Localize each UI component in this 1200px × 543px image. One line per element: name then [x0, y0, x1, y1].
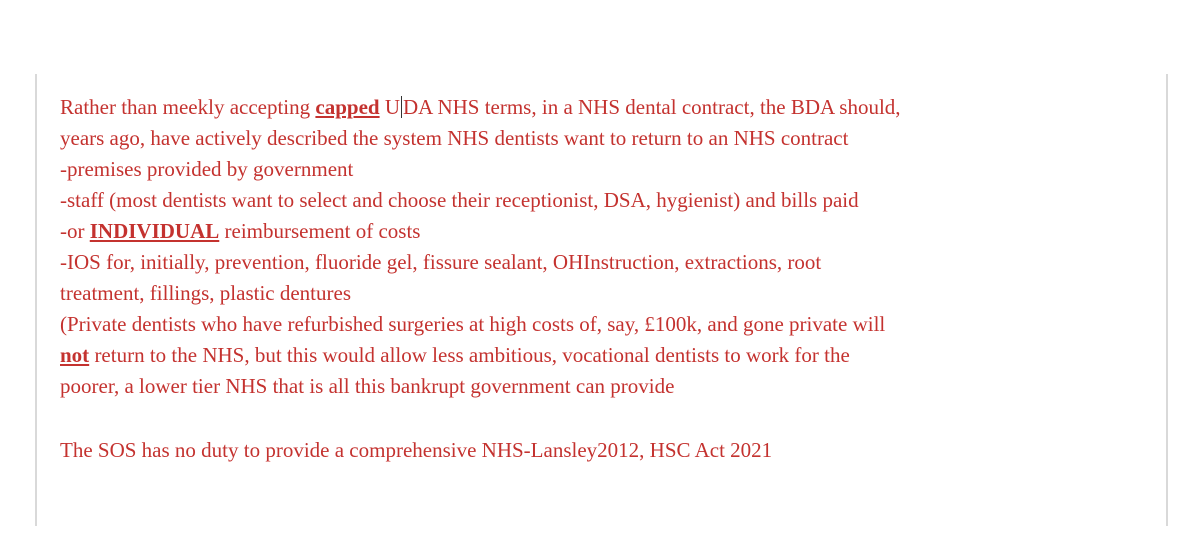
- text-run: return to the NHS, but this would allow less ambitious, vocational dentists to work for the: [89, 343, 850, 367]
- text-run: reimbursement of costs: [219, 219, 421, 243]
- blank-line: [60, 402, 1160, 435]
- text-run: DA NHS terms, in a NHS dental contract, the BDA should,: [403, 95, 901, 119]
- document-body[interactable]: [60, 92, 1160, 466]
- text-cursor: [401, 96, 402, 118]
- text-line: [60, 216, 1160, 247]
- text-run: U: [379, 95, 401, 119]
- text-line: -premises provided by government: [60, 157, 354, 181]
- text-run: Rather than meekly accepting: [60, 95, 316, 119]
- text-line: poorer, a lower tier NHS that is all this bankrupt government can provide: [60, 374, 675, 398]
- text-line: -IOS for, initially, prevention, fluoride gel, fissure sealant, OHInstruction, extractions, root: [60, 250, 822, 274]
- text-line: treatment, fillings, plastic dentures: [60, 281, 352, 305]
- text-line: [60, 92, 1160, 123]
- text-run: -or: [60, 219, 90, 243]
- page-left-border: [35, 74, 37, 526]
- page-right-border: [1166, 74, 1168, 526]
- text-line: -staff (most dentists want to select and choose their receptionist, DSA, hygienist) and bills paid: [60, 188, 859, 212]
- text-line: The SOS has no duty to provide a comprehensive NHS-Lansley2012, HSC Act 2021: [60, 438, 773, 462]
- bold-underlined-text: capped: [315, 95, 380, 119]
- bold-underlined-text: not: [60, 343, 90, 367]
- text-line: [60, 340, 1160, 371]
- text-line: (Private dentists who have refurbished surgeries at high costs of, say, £100k, and gone private will: [60, 312, 886, 336]
- text-line: years ago, have actively described the system NHS dentists want to return to an NHS contract: [60, 126, 849, 150]
- bold-underlined-text: INDIVIDUAL: [89, 219, 220, 243]
